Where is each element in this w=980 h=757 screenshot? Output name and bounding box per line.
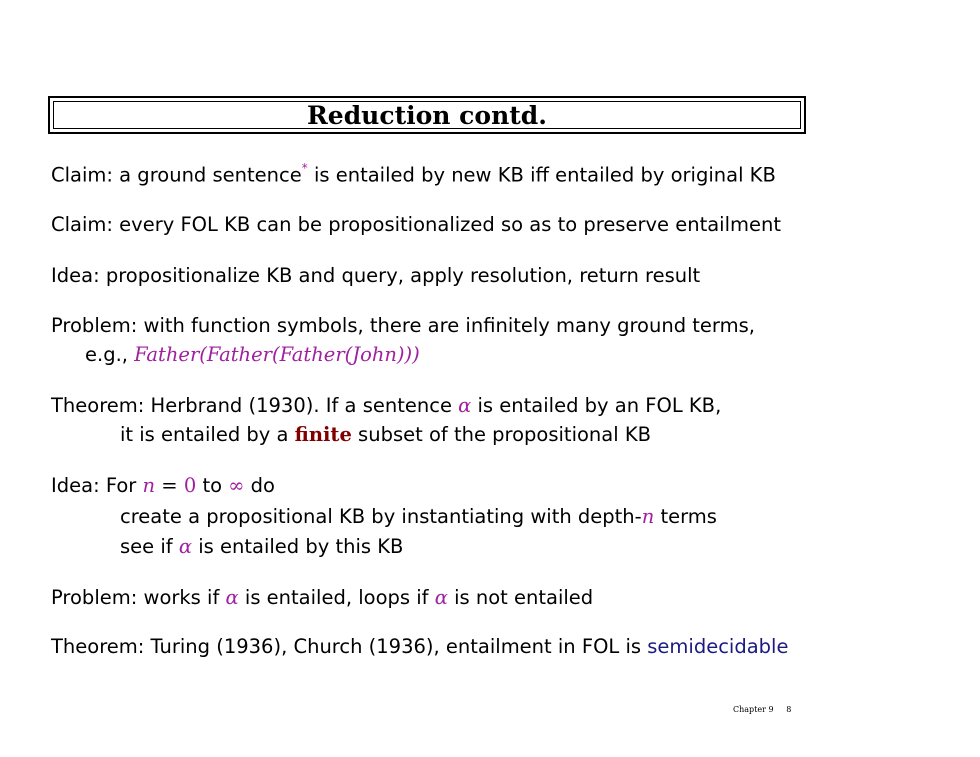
problem-1-example: e.g., Father(Father(Father(John))) — [85, 343, 420, 366]
problem-1: Problem: with function symbols, there are infinitely many ground terms, — [51, 314, 755, 337]
example-math: Father(Father(Father(John))) — [134, 343, 420, 366]
theorem-1-cont: it is entailed by a finite subset of the propositional KB — [120, 423, 652, 446]
idea-2-step-1: create a propositional KB by instantiating with depth-n terms — [120, 505, 717, 528]
footnote-star: * — [301, 161, 308, 175]
problem-2: Problem: works if α is entailed, loops if α is not entailed — [51, 586, 594, 609]
slide-title: Reduction contd. — [307, 101, 547, 130]
theorem-1: Theorem: Herbrand (1930). If a sentence α is entailed by an FOL KB, — [51, 394, 722, 417]
idea-1: Idea: propositionalize KB and query, apply resolution, return result — [51, 264, 701, 287]
finite-keyword: finite — [294, 423, 352, 446]
claim-1: Claim: a ground sentence* is entailed by new KB iff entailed by original KB — [51, 161, 776, 187]
claim-2: Claim: every FOL KB can be propositionalized so as to preserve entailment — [51, 213, 782, 236]
idea-2-step-2: see if α is entailed by this KB — [120, 535, 404, 558]
semidecidable-keyword: semidecidable — [647, 635, 789, 658]
theorem-2: Theorem: Turing (1936), Church (1936), entailment in FOL is semidecidable — [51, 635, 789, 658]
slide-footer: Chapter 9 8 — [733, 705, 792, 714]
slide-title-box — [48, 96, 806, 134]
idea-2: Idea: For n = 0 to ∞ do — [51, 474, 275, 497]
